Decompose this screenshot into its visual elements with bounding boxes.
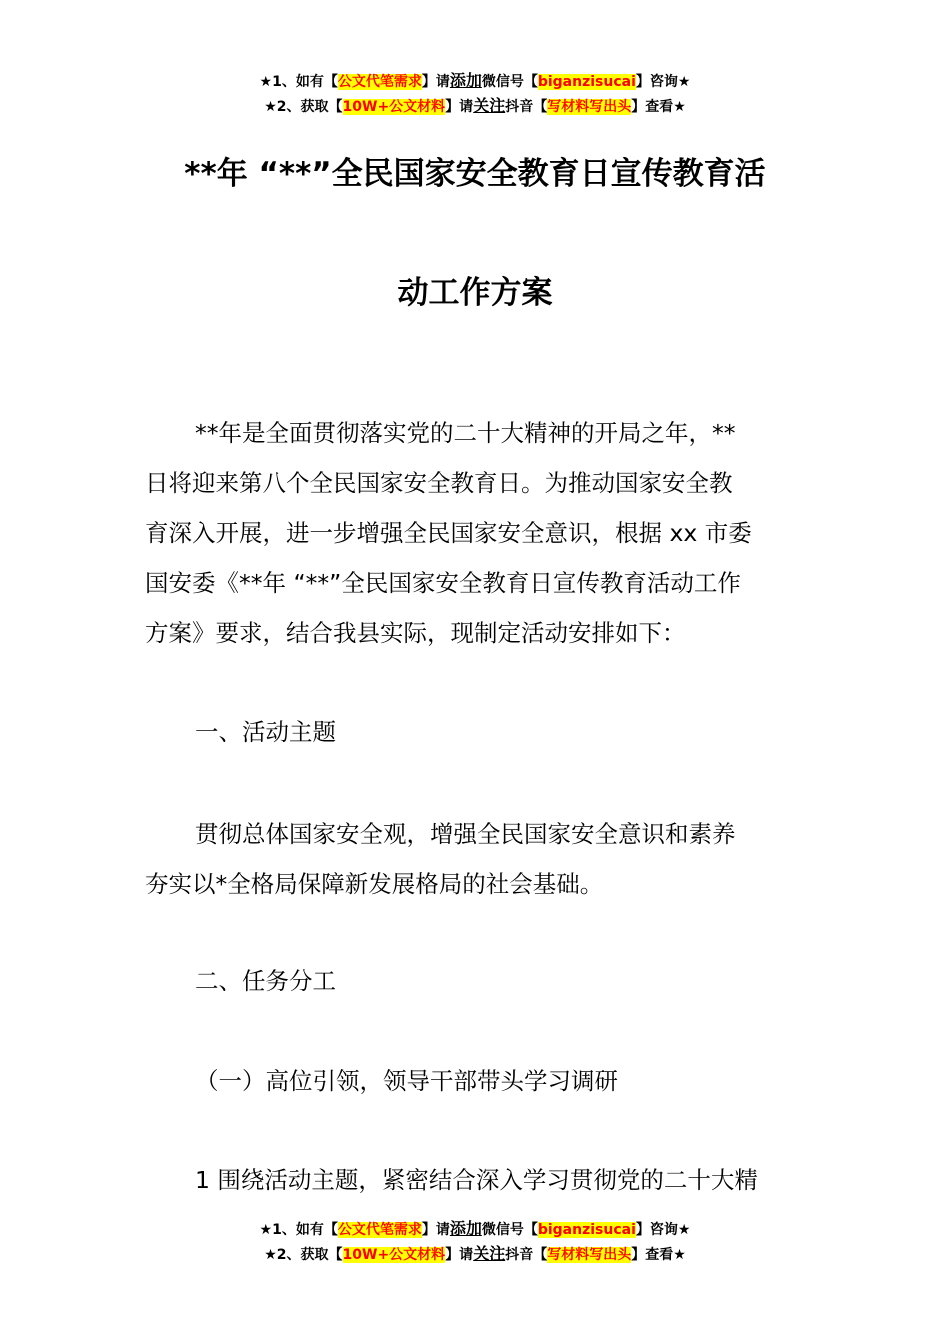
- intro-paragraph: [145, 408, 810, 658]
- bottom-promo-banner: [0, 1217, 950, 1267]
- promo-highlight: 公文代笔需求: [337, 74, 422, 90]
- paragraph-line: 夯实以*全格局保障新发展格局的社会基础。: [145, 870, 604, 898]
- promo-wechat-id: biganzisucai: [537, 74, 636, 90]
- promo-text: 】查看★: [631, 1247, 686, 1263]
- promo-text: ★1、如有【: [259, 1222, 338, 1238]
- promo-text: 】请: [445, 99, 474, 115]
- promo-douyin-id: 写材料写出头: [547, 99, 632, 115]
- document-title-line-2: 动工作方案: [397, 275, 553, 311]
- promo-highlight: 公文代笔需求: [337, 1222, 422, 1238]
- theme-paragraph: [145, 809, 810, 909]
- promo-text: 】请: [445, 1247, 474, 1263]
- promo-text: 】请: [421, 74, 450, 90]
- section-heading-theme: 一、活动主题: [195, 718, 336, 746]
- section-heading-tasks: 二、任务分工: [195, 967, 336, 995]
- promo-text: ★2、获取【: [264, 99, 343, 115]
- promo-text: 】查看★: [631, 99, 686, 115]
- promo-text: 】咨询★: [635, 74, 691, 90]
- subsection-heading: （一）高位引领，领导干部带头学习调研: [195, 1067, 618, 1095]
- paragraph-line: **年是全面贯彻落实党的二十大精神的开局之年，**: [195, 419, 736, 447]
- document-title-line-1: **年 “**”全民国家安全教育日宣传教育活: [184, 156, 766, 192]
- promo-text: ★1、如有【: [259, 74, 338, 90]
- promo-highlight: 10W+公文材料: [342, 99, 446, 115]
- paragraph-line: 育深入开展，进一步增强全民国家安全意识，根据 xx 市委: [145, 519, 752, 547]
- promo-text: 】请: [421, 1222, 450, 1238]
- list-item: 1 围绕活动主题，紧密结合深入学习贯彻党的二十大精: [195, 1166, 758, 1194]
- promo-emphasis: 关注: [473, 96, 506, 115]
- promo-douyin-id: 写材料写出头: [547, 1247, 632, 1263]
- paragraph-line: 贯彻总体国家安全观，增强全民国家安全意识和素养: [195, 820, 736, 848]
- paragraph-line: 国安委《**年 “**”全民国家安全教育日宣传教育活动工作: [145, 569, 741, 597]
- paragraph-line: 方案》要求，结合我县实际，现制定活动安排如下：: [145, 619, 686, 647]
- promo-line-1: [0, 69, 950, 94]
- promo-text: 抖音【: [505, 1247, 548, 1263]
- promo-emphasis: 添加: [449, 1219, 482, 1238]
- promo-line-1: [0, 1217, 950, 1242]
- promo-highlight: 10W+公文材料: [342, 1247, 446, 1263]
- top-promo-banner: [0, 69, 950, 119]
- promo-text: 】咨询★: [635, 1222, 691, 1238]
- promo-emphasis: 添加: [449, 71, 482, 90]
- promo-text: 抖音【: [505, 99, 548, 115]
- promo-text: 微信号【: [481, 74, 538, 90]
- promo-line-2: [0, 1242, 950, 1267]
- paragraph-line: 日将迎来第八个全民国家安全教育日。为推动国家安全教: [145, 469, 733, 497]
- promo-emphasis: 关注: [473, 1244, 506, 1263]
- promo-text: ★2、获取【: [264, 1247, 343, 1263]
- promo-text: 微信号【: [481, 1222, 538, 1238]
- promo-wechat-id: biganzisucai: [537, 1222, 636, 1238]
- promo-line-2: [0, 94, 950, 119]
